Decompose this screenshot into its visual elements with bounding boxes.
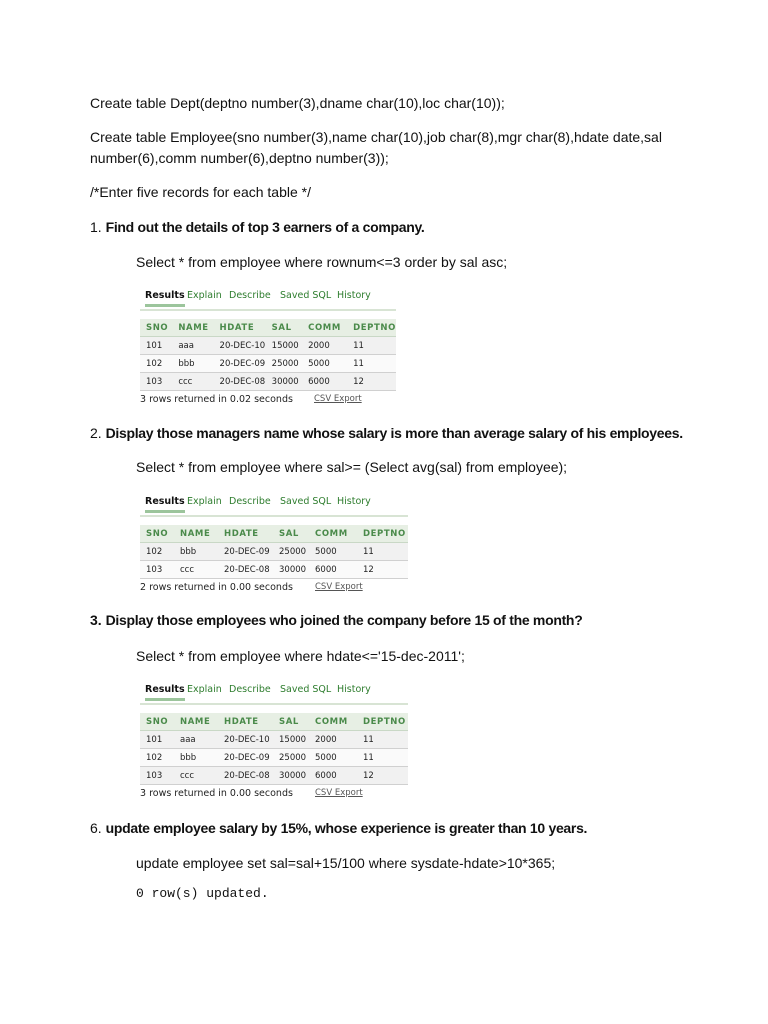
table-cell: bbb [174,543,218,561]
table-cell: 20-DEC-09 [214,355,266,373]
table-cell: 30000 [273,767,309,785]
document-page [90,93,690,901]
question-1-text: Find out the details of top 3 earners of a company. [105,219,425,235]
table-row [140,731,408,749]
tab-history[interactable]: History [337,496,371,507]
tab-history[interactable]: History [337,684,371,695]
question-6 [90,818,690,838]
table-cell: 20-DEC-08 [218,767,273,785]
column-header[interactable]: DEPTNO [347,319,396,337]
question-6-query: update employee set sal=sal+15/100 where sysdate-hdate>10*365; [136,855,556,871]
table-cell: 102 [140,355,172,373]
tab-describe[interactable]: Describe [229,684,271,695]
update-result-message: 0 row(s) updated. [136,886,269,901]
csv-export-link[interactable]: CSV Export [315,788,363,798]
column-header[interactable]: SNO [140,713,174,731]
column-header[interactable]: NAME [174,525,218,543]
column-header[interactable]: SAL [273,525,309,543]
csv-export-link[interactable]: CSV Export [314,394,362,404]
column-header[interactable]: HDATE [218,713,273,731]
table-cell: 11 [347,337,396,355]
table-cell: 103 [140,767,174,785]
column-header[interactable]: DEPTNO [357,713,408,731]
create-employee-statement: Create table Employee(sno number(3),name char(10),job char(8),mgr char(8),hdate date,sal number(6),comm number(6),deptno number(3)); [90,129,662,166]
table-cell: 103 [140,373,172,391]
question-2-number: 2. [90,425,102,441]
table-cell: ccc [174,561,218,579]
column-header[interactable]: HDATE [214,319,266,337]
table-cell: 103 [140,561,174,579]
table-cell: ccc [172,373,213,391]
table-cell: 20-DEC-10 [214,337,266,355]
table-cell: 30000 [273,561,309,579]
tab-results[interactable]: Results [145,290,185,301]
table-cell: 20-DEC-08 [218,561,273,579]
result-panel-3 [140,681,408,801]
table-row [140,373,396,391]
table-cell: 15000 [273,731,309,749]
table-cell: 20-DEC-10 [218,731,273,749]
column-header[interactable]: SAL [273,713,309,731]
question-2-query: Select * from employee where sal>= (Select avg(sal) from employee); [136,459,568,475]
result-table-1 [140,319,396,391]
table-cell: 2000 [309,731,357,749]
result-footer-2 [140,579,408,595]
tab-explain[interactable]: Explain [187,684,222,695]
table-cell: 5000 [309,749,357,767]
table-cell: 12 [347,373,396,391]
table-cell: 15000 [266,337,302,355]
table-cell: aaa [174,731,218,749]
column-header[interactable]: COMM [302,319,347,337]
result-table-3 [140,713,408,785]
table-cell: aaa [172,337,213,355]
enter-records-comment: /*Enter five records for each table */ [90,184,311,200]
rows-returned-status: 2 rows returned in 0.00 seconds [140,582,293,593]
result-tabs-3 [140,681,408,705]
table-cell: 11 [357,543,408,561]
result-table-2 [140,525,408,579]
question-1-query: Select * from employee where rownum<=3 order by sal asc; [136,254,508,270]
table-cell: 12 [357,767,408,785]
question-6-text: update employee salary by 15%, whose experience is greater than 10 years. [105,820,588,836]
table-cell: bbb [174,749,218,767]
table-cell: 5000 [309,543,357,561]
column-header[interactable]: DEPTNO [357,525,408,543]
tab-describe[interactable]: Describe [229,290,271,301]
table-cell: 25000 [273,749,309,767]
question-1 [90,217,690,237]
rows-returned-status: 3 rows returned in 0.00 seconds [140,788,293,799]
table-cell: 20-DEC-08 [214,373,266,391]
column-header[interactable]: SNO [140,319,172,337]
table-cell: 2000 [302,337,347,355]
tab-results[interactable]: Results [145,496,185,507]
table-cell: 11 [357,749,408,767]
table-cell: 101 [140,337,172,355]
column-header[interactable]: NAME [174,713,218,731]
table-cell: bbb [172,355,213,373]
table-cell: 6000 [309,767,357,785]
create-dept-statement: Create table Dept(deptno number(3),dname char(10),loc char(10)); [90,95,505,111]
tab-saved-sql[interactable]: Saved SQL [280,496,332,507]
question-3-number: 3. [90,612,102,628]
column-header[interactable]: HDATE [218,525,273,543]
result-footer-3 [140,785,408,801]
question-2 [90,423,690,443]
tab-explain[interactable]: Explain [187,290,222,301]
column-header[interactable]: COMM [309,713,357,731]
tab-history[interactable]: History [337,290,371,301]
question-3-query: Select * from employee where hdate<='15-dec-2011'; [136,648,465,664]
table-cell: 6000 [302,373,347,391]
question-2-text: Display those managers name whose salary is more than average salary of his employees. [105,425,683,441]
table-row [140,767,408,785]
column-header[interactable]: COMM [309,525,357,543]
column-header[interactable]: NAME [172,319,213,337]
tab-describe[interactable]: Describe [229,496,271,507]
table-row [140,337,396,355]
question-1-number: 1. [90,219,102,235]
result-footer-1 [140,391,396,407]
table-cell: 101 [140,731,174,749]
result-tabs-1 [140,287,396,311]
tab-explain[interactable]: Explain [187,496,222,507]
table-cell: ccc [174,767,218,785]
tab-results[interactable]: Results [145,684,185,695]
table-cell: 102 [140,749,174,767]
table-cell: 102 [140,543,174,561]
table-cell: 11 [347,355,396,373]
rows-returned-status: 3 rows returned in 0.02 seconds [140,394,293,405]
table-cell: 25000 [266,355,302,373]
table-row [140,355,396,373]
table-cell: 11 [357,731,408,749]
column-header[interactable]: SAL [266,319,302,337]
result-panel-2 [140,493,408,595]
table-cell: 30000 [266,373,302,391]
question-3 [90,610,690,630]
table-row [140,543,408,561]
table-cell: 6000 [309,561,357,579]
result-panel-1 [140,287,396,407]
column-header[interactable]: SNO [140,525,174,543]
question-6-number: 6. [90,820,102,836]
question-3-text: Display those employees who joined the company before 15 of the month? [105,612,583,628]
table-cell: 12 [357,561,408,579]
table-row [140,561,408,579]
table-cell: 20-DEC-09 [218,543,273,561]
table-row [140,749,408,767]
tab-saved-sql[interactable]: Saved SQL [280,290,332,301]
table-cell: 20-DEC-09 [218,749,273,767]
table-cell: 5000 [302,355,347,373]
table-cell: 25000 [273,543,309,561]
csv-export-link[interactable]: CSV Export [315,582,363,592]
tab-saved-sql[interactable]: Saved SQL [280,684,332,695]
result-tabs-2 [140,493,408,517]
